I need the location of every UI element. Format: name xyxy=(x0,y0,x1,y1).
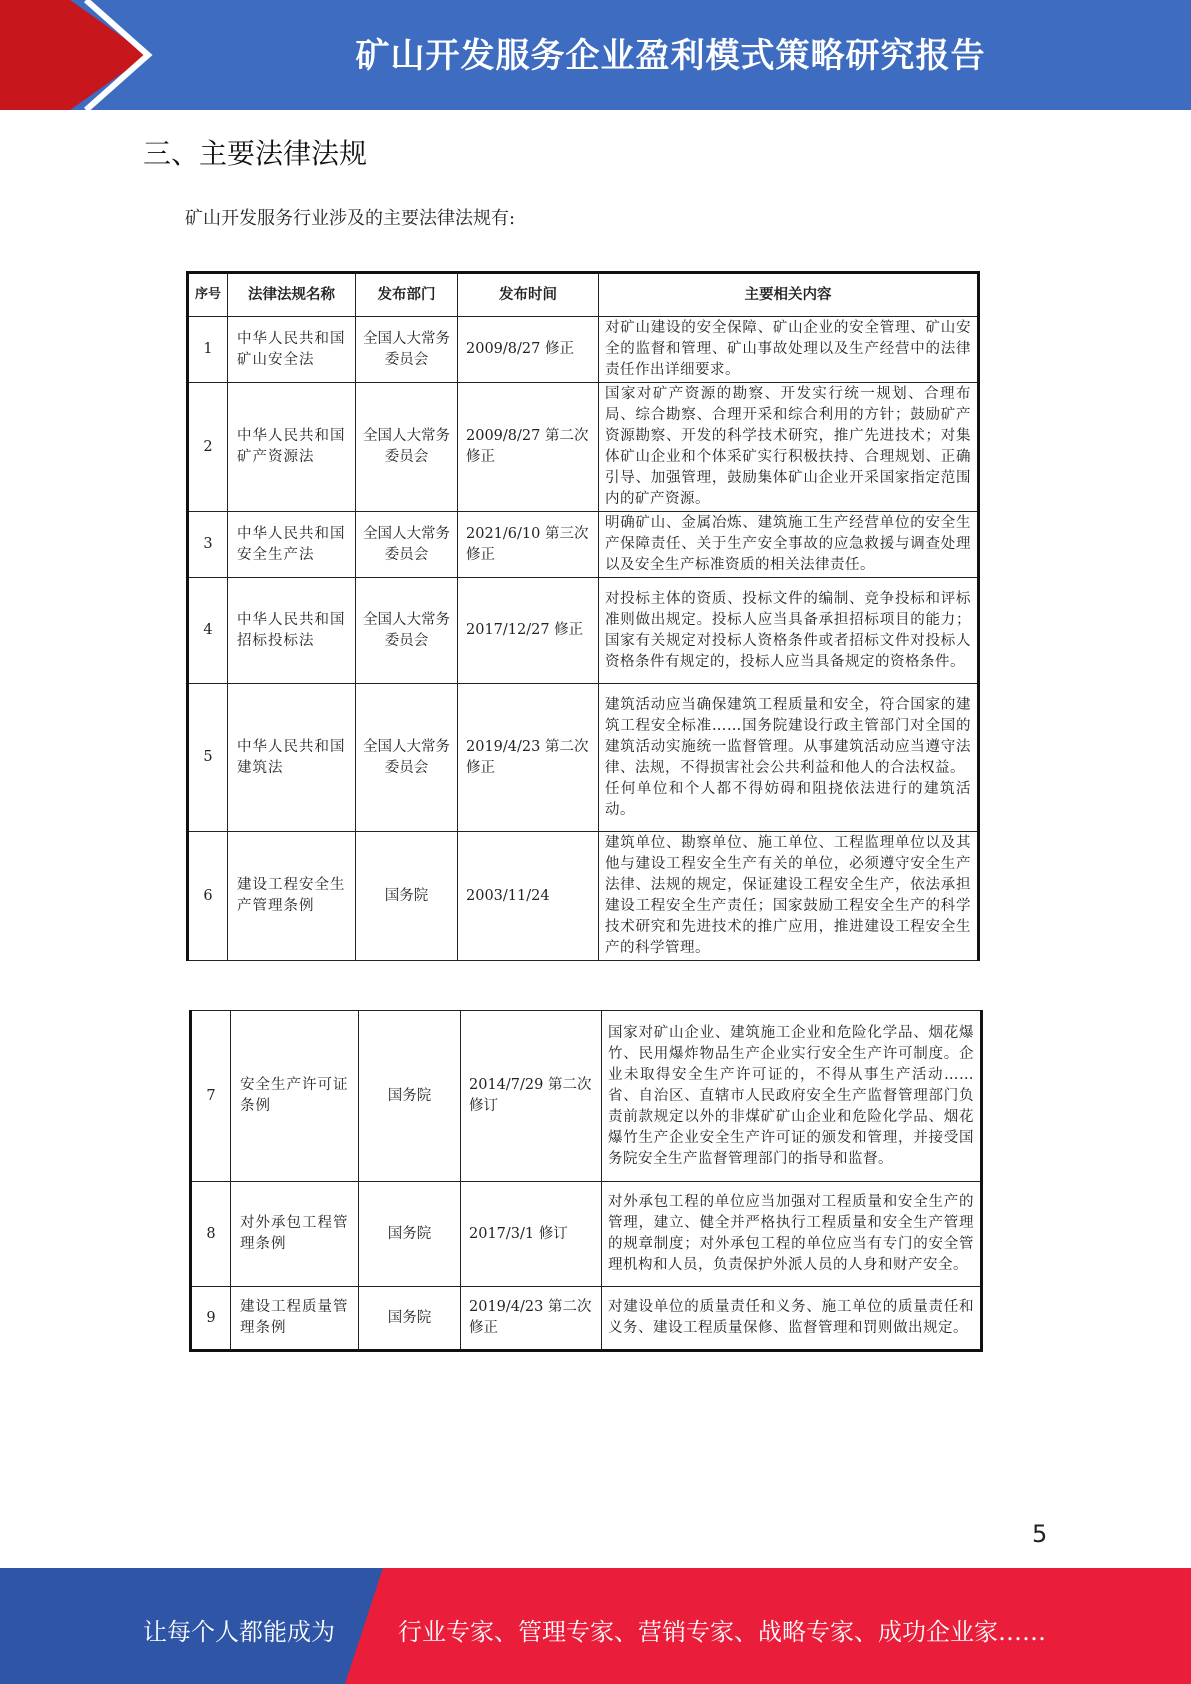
law-name: 建设工程质量管理条例 xyxy=(231,1287,359,1351)
law-content: 国家对矿产资源的勘察、开发实行统一规划、合理布局、综合勘察、合理开采和综合利用的方针；鼓励矿产资源勘察、开发的科学技术研究，推广先进技术；对集体矿山企业和个体采矿实行积极扶持、合理规划、正确引导、加强管理，鼓励集体矿山企业开采国家指定范围内的矿产资源。 xyxy=(599,383,979,512)
issuing-dept: 全国人大常务委员会 xyxy=(356,512,458,578)
row-no: 5 xyxy=(188,684,228,832)
law-content: 建筑单位、勘察单位、施工单位、工程监理单位以及其他与建设工程安全生产有关的单位，必须遵守安全生产法律、法规的规定，保证建设工程安全生产，依法承担建设工程安全生产责任；国家鼓励工程安全生产的科学技术研究和先进技术的推广应用，推进建设工程安全生产的科学管理。 xyxy=(599,832,979,961)
footer-slogan-left: 让每个人都能成为 xyxy=(143,1618,335,1646)
row-no: 9 xyxy=(191,1287,231,1351)
table-row xyxy=(188,383,979,512)
law-content xyxy=(599,684,979,832)
footer-slogan-right: 行业专家、管理专家、营销专家、战略专家、成功企业家…… xyxy=(398,1618,1046,1646)
table-header-row xyxy=(188,273,979,317)
issuing-dept: 全国人大常务委员会 xyxy=(356,383,458,512)
table-row xyxy=(191,1182,982,1287)
laws-table-part-2 xyxy=(189,1010,983,1352)
issue-date: 2021/6/10 第三次修正 xyxy=(458,512,599,578)
laws-table-part-1 xyxy=(186,271,980,961)
law-content: 国家对矿山企业、建筑施工企业和危险化学品、烟花爆竹、民用爆炸物品生产企业实行安全生产许可制度。企业未取得安全生产许可证的，不得从事生产活动……省、自治区、直辖市人民政府安全生产监督管理部门负责前款规定以外的非煤矿矿山企业和危险化学品、烟花爆竹生产企业安全生产许可证的颁发和管理，并接受国务院安全生产监督管理部门的指导和监督。 xyxy=(602,1011,982,1182)
law-content: 明确矿山、金属冶炼、建筑施工生产经营单位的安全生产保障责任、关于生产安全事故的应急救援与调查处理以及安全生产标准资质的相关法律责任。 xyxy=(599,512,979,578)
row-no: 2 xyxy=(188,383,228,512)
law-content: 对矿山建设的安全保障、矿山企业的安全管理、矿山安全的监督和管理、矿山事故处理以及生产经营中的法律责任作出详细要求。 xyxy=(599,317,979,383)
law-name: 安全生产许可证条例 xyxy=(231,1011,359,1182)
issuing-dept: 国务院 xyxy=(359,1287,461,1351)
law-name: 中华人民共和国安全生产法 xyxy=(228,512,356,578)
issuing-dept: 国务院 xyxy=(359,1011,461,1182)
table-row xyxy=(188,578,979,684)
law-name: 中华人民共和国招标投标法 xyxy=(228,578,356,684)
law-name: 对外承包工程管理条例 xyxy=(231,1182,359,1287)
row-no: 4 xyxy=(188,578,228,684)
law-name: 建设工程安全生产管理条例 xyxy=(228,832,356,961)
issue-date: 2019/4/23 第二次修正 xyxy=(461,1287,602,1351)
row-no: 3 xyxy=(188,512,228,578)
issue-date: 2009/8/27 修正 xyxy=(458,317,599,383)
page-number: 5 xyxy=(1032,1520,1048,1548)
header-name: 法律法规名称 xyxy=(228,273,356,317)
law-content-paragraph: 建筑活动应当确保建筑工程质量和安全，符合国家的建筑工程安全标准……国务院建设行政主管部门对全国的建筑活动实施统一监督管理。从事建筑活动应当遵守法律、法规，不得损害社会公共利益和他人的合法权益。 xyxy=(605,696,971,776)
law-content: 对投标主体的资质、投标文件的编制、竞争投标和评标准则做出规定。投标人应当具备承担招标项目的能力；国家有关规定对投标人资格条件或者招标文件对投标人资格条件有规定的，投标人应当具备规定的资格条件。 xyxy=(599,578,979,684)
report-title: 矿山开发服务企业盈利模式策略研究报告 xyxy=(355,36,986,76)
law-name: 中华人民共和国矿产资源法 xyxy=(228,383,356,512)
issue-date: 2009/8/27 第二次修正 xyxy=(458,383,599,512)
issuing-dept: 全国人大常务委员会 xyxy=(356,684,458,832)
table-row xyxy=(191,1287,982,1351)
row-no: 8 xyxy=(191,1182,231,1287)
law-name: 中华人民共和国矿山安全法 xyxy=(228,317,356,383)
header-content: 主要相关内容 xyxy=(599,273,979,317)
table-row xyxy=(191,1011,982,1182)
law-content: 对外承包工程的单位应当加强对工程质量和安全生产的管理，建立、健全并严格执行工程质量和安全生产管理的规章制度；对外承包工程的单位应当有专门的安全管理机构和人员，负责保护外派人员的人身和财产安全。 xyxy=(602,1182,982,1287)
law-content-paragraph: 任何单位和个人都不得妨碍和阻挠依法进行的建筑活动。 xyxy=(605,780,971,818)
law-content: 对建设单位的质量责任和义务、施工单位的质量责任和义务、建设工程质量保修、监督管理和罚则做出规定。 xyxy=(602,1287,982,1351)
header-dept: 发布部门 xyxy=(356,273,458,317)
issuing-dept: 国务院 xyxy=(356,832,458,961)
intro-text: 矿山开发服务行业涉及的主要法律法规有: xyxy=(185,208,516,229)
section-heading: 三、主要法律法规 xyxy=(143,137,368,170)
issue-date: 2014/7/29 第二次修订 xyxy=(461,1011,602,1182)
issue-date: 2003/11/24 xyxy=(458,832,599,961)
issue-date: 2017/3/1 修订 xyxy=(461,1182,602,1287)
issuing-dept: 国务院 xyxy=(359,1182,461,1287)
law-name: 中华人民共和国建筑法 xyxy=(228,684,356,832)
header-no: 序号 xyxy=(188,273,228,317)
row-no: 7 xyxy=(191,1011,231,1182)
footer-banner xyxy=(0,1568,1191,1684)
header-date: 发布时间 xyxy=(458,273,599,317)
issue-date: 2019/4/23 第二次修正 xyxy=(458,684,599,832)
row-no: 1 xyxy=(188,317,228,383)
issue-date: 2017/12/27 修正 xyxy=(458,578,599,684)
table-row xyxy=(188,832,979,961)
issuing-dept: 全国人大常务委员会 xyxy=(356,578,458,684)
issuing-dept: 全国人大常务委员会 xyxy=(356,317,458,383)
table-row xyxy=(188,317,979,383)
header-banner xyxy=(0,0,1191,110)
row-no: 6 xyxy=(188,832,228,961)
table-row xyxy=(188,684,979,832)
table-row xyxy=(188,512,979,578)
